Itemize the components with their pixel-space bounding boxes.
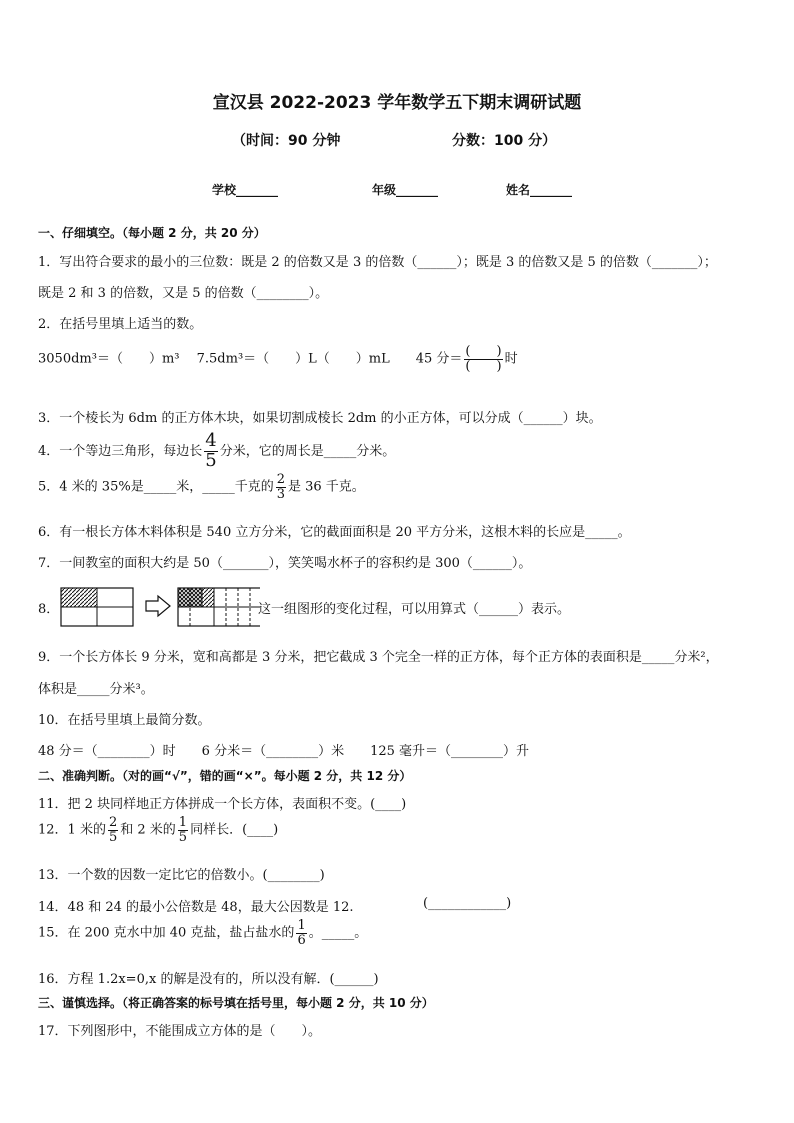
question-6: 6．有一根长方体木料体积是 540 立方分米，它的截面面积是 20 平方分米，这根木料的长应是_____。 [38, 525, 631, 540]
question-8-text: 这一组图形的变化过程，可以用算式（______）表示。 [258, 602, 571, 617]
fraction-numerator: 2 [108, 815, 118, 830]
question-1-line-1: 1．写出符合要求的最小的三位数：既是 2 的倍数又是 3 的倍数（______）；既是 3 的倍数又是 5 的倍数（_______）； [38, 255, 717, 270]
section3-heading: 三、谨慎选择。（将正确答案的标号填在括号里，每小题 2 分，共 10 分） [38, 996, 434, 1010]
fraction-numerator: 4 [205, 430, 217, 451]
name-field: 姓名_______ [506, 183, 573, 197]
question-9-line-2: 体积是_____分米³。 [38, 682, 154, 697]
figure-after [178, 588, 260, 626]
question-15-fraction [296, 919, 306, 947]
question-9-line-1: 9．一个长方体长 9 分米，宽和高都是 3 分米，把它截成 3 个完全一样的正方体，每个正方体的表面积是_____分米²， [38, 650, 719, 665]
question-15-post: 。_____。 [308, 925, 368, 941]
fraction-numerator: ( ) [465, 344, 502, 359]
fraction-denominator: 5 [108, 829, 118, 845]
fraction-denominator: 5 [178, 829, 188, 845]
exam-time: （时间：90 分钟 [232, 133, 341, 149]
fraction-numerator: 2 [276, 472, 285, 487]
question-2: 2．在括号里填上适当的数。 [38, 317, 203, 332]
question-12-mid: 和 2 米的 [120, 822, 176, 838]
fraction-numerator: 1 [297, 918, 306, 933]
question-4-fraction [204, 432, 217, 471]
question-11: 11．把 2 块同样地正方体拼成一个长方体，表面积不变。(____) [38, 797, 407, 812]
question-2-fraction [464, 345, 502, 373]
question-3: 3．一个棱长为 6dm 的正方体木块，如果切割成棱长 2dm 的小正方体，可以分成（______）块。 [38, 411, 602, 426]
section2-heading: 二、准确判断。（对的画“√”，错的画“×”。每小题 2 分，共 12 分） [38, 769, 412, 783]
question-5-post: 是 36 千克。 [287, 479, 365, 495]
question-15 [38, 919, 367, 947]
fraction-denominator: 5 [205, 449, 217, 471]
question-1-line-2: 既是 2 和 3 的倍数，又是 5 的倍数（________）。 [38, 286, 329, 301]
question-8-label: 8． [38, 602, 60, 617]
question-13: 13．一个数的因数一定比它的倍数小。(________) [38, 868, 325, 883]
question-4-pre: 4．一个等边三角形，每边长 [38, 443, 203, 459]
section1-heading: 一、仔细填空。（每小题 2 分，共 20 分） [38, 226, 266, 240]
question-12-fraction-2 [178, 816, 188, 844]
question-12 [38, 816, 278, 844]
grade-field: 年级_______ [372, 183, 439, 197]
question-5-pre: 5．4 米的 35%是_____米，_____千克的 [38, 479, 274, 495]
question-12-fraction-1 [108, 816, 118, 844]
arrow-right-icon [146, 596, 170, 616]
fraction-denominator: 6 [297, 932, 306, 948]
question-12-post: 同样长．(____) [190, 822, 279, 838]
fraction-numerator: 1 [178, 815, 188, 830]
question-2-blanks [38, 345, 518, 373]
question-5 [38, 473, 365, 501]
question-12-pre: 12．1 米的 [38, 822, 106, 838]
figure-before [61, 588, 133, 626]
exam-score: 分数：100 分） [452, 133, 557, 149]
question-16: 16．方程 1.2x=0,x 的解是没有的，所以没有解．(______) [38, 972, 379, 987]
fraction-denominator: ( ) [465, 358, 502, 374]
question-2-suffix: 时 [504, 351, 518, 367]
question-5-fraction [276, 473, 286, 501]
fraction-denominator: 3 [276, 486, 285, 502]
question-10-blanks: 48 分＝（________）时 6 分米＝（________）米 125 毫升＝（________）升 [38, 744, 530, 759]
question-14: 14．48 和 24 的最小公倍数是 48，最大公因数是 12. [38, 900, 354, 915]
question-17: 17．下列图形中，不能围成立方体的是（ ）。 [38, 1024, 322, 1039]
question-10: 10．在括号里填上最简分数。 [38, 713, 211, 728]
question-2-units: 3050dm³＝（ ）m³ 7.5dm³＝（ ）L（ ）mL 45 分＝ [38, 351, 463, 367]
question-15-pre: 15．在 200 克水中加 40 克盐，盐占盐水的 [38, 925, 295, 941]
question-4 [38, 432, 395, 471]
question-7: 7．一间教室的面积大约是 50（_______），笑笑喝水杯子的容积约是 300（______）。 [38, 556, 532, 571]
question-8-figures [60, 585, 260, 627]
question-14-blank: (____________) [423, 896, 512, 911]
question-4-post: 分米，它的周长是_____分米。 [219, 443, 396, 459]
school-field: 学校_______ [212, 183, 279, 197]
page-title: 宣汉县 2022-2023 学年数学五下期末调研试题 [212, 93, 582, 113]
